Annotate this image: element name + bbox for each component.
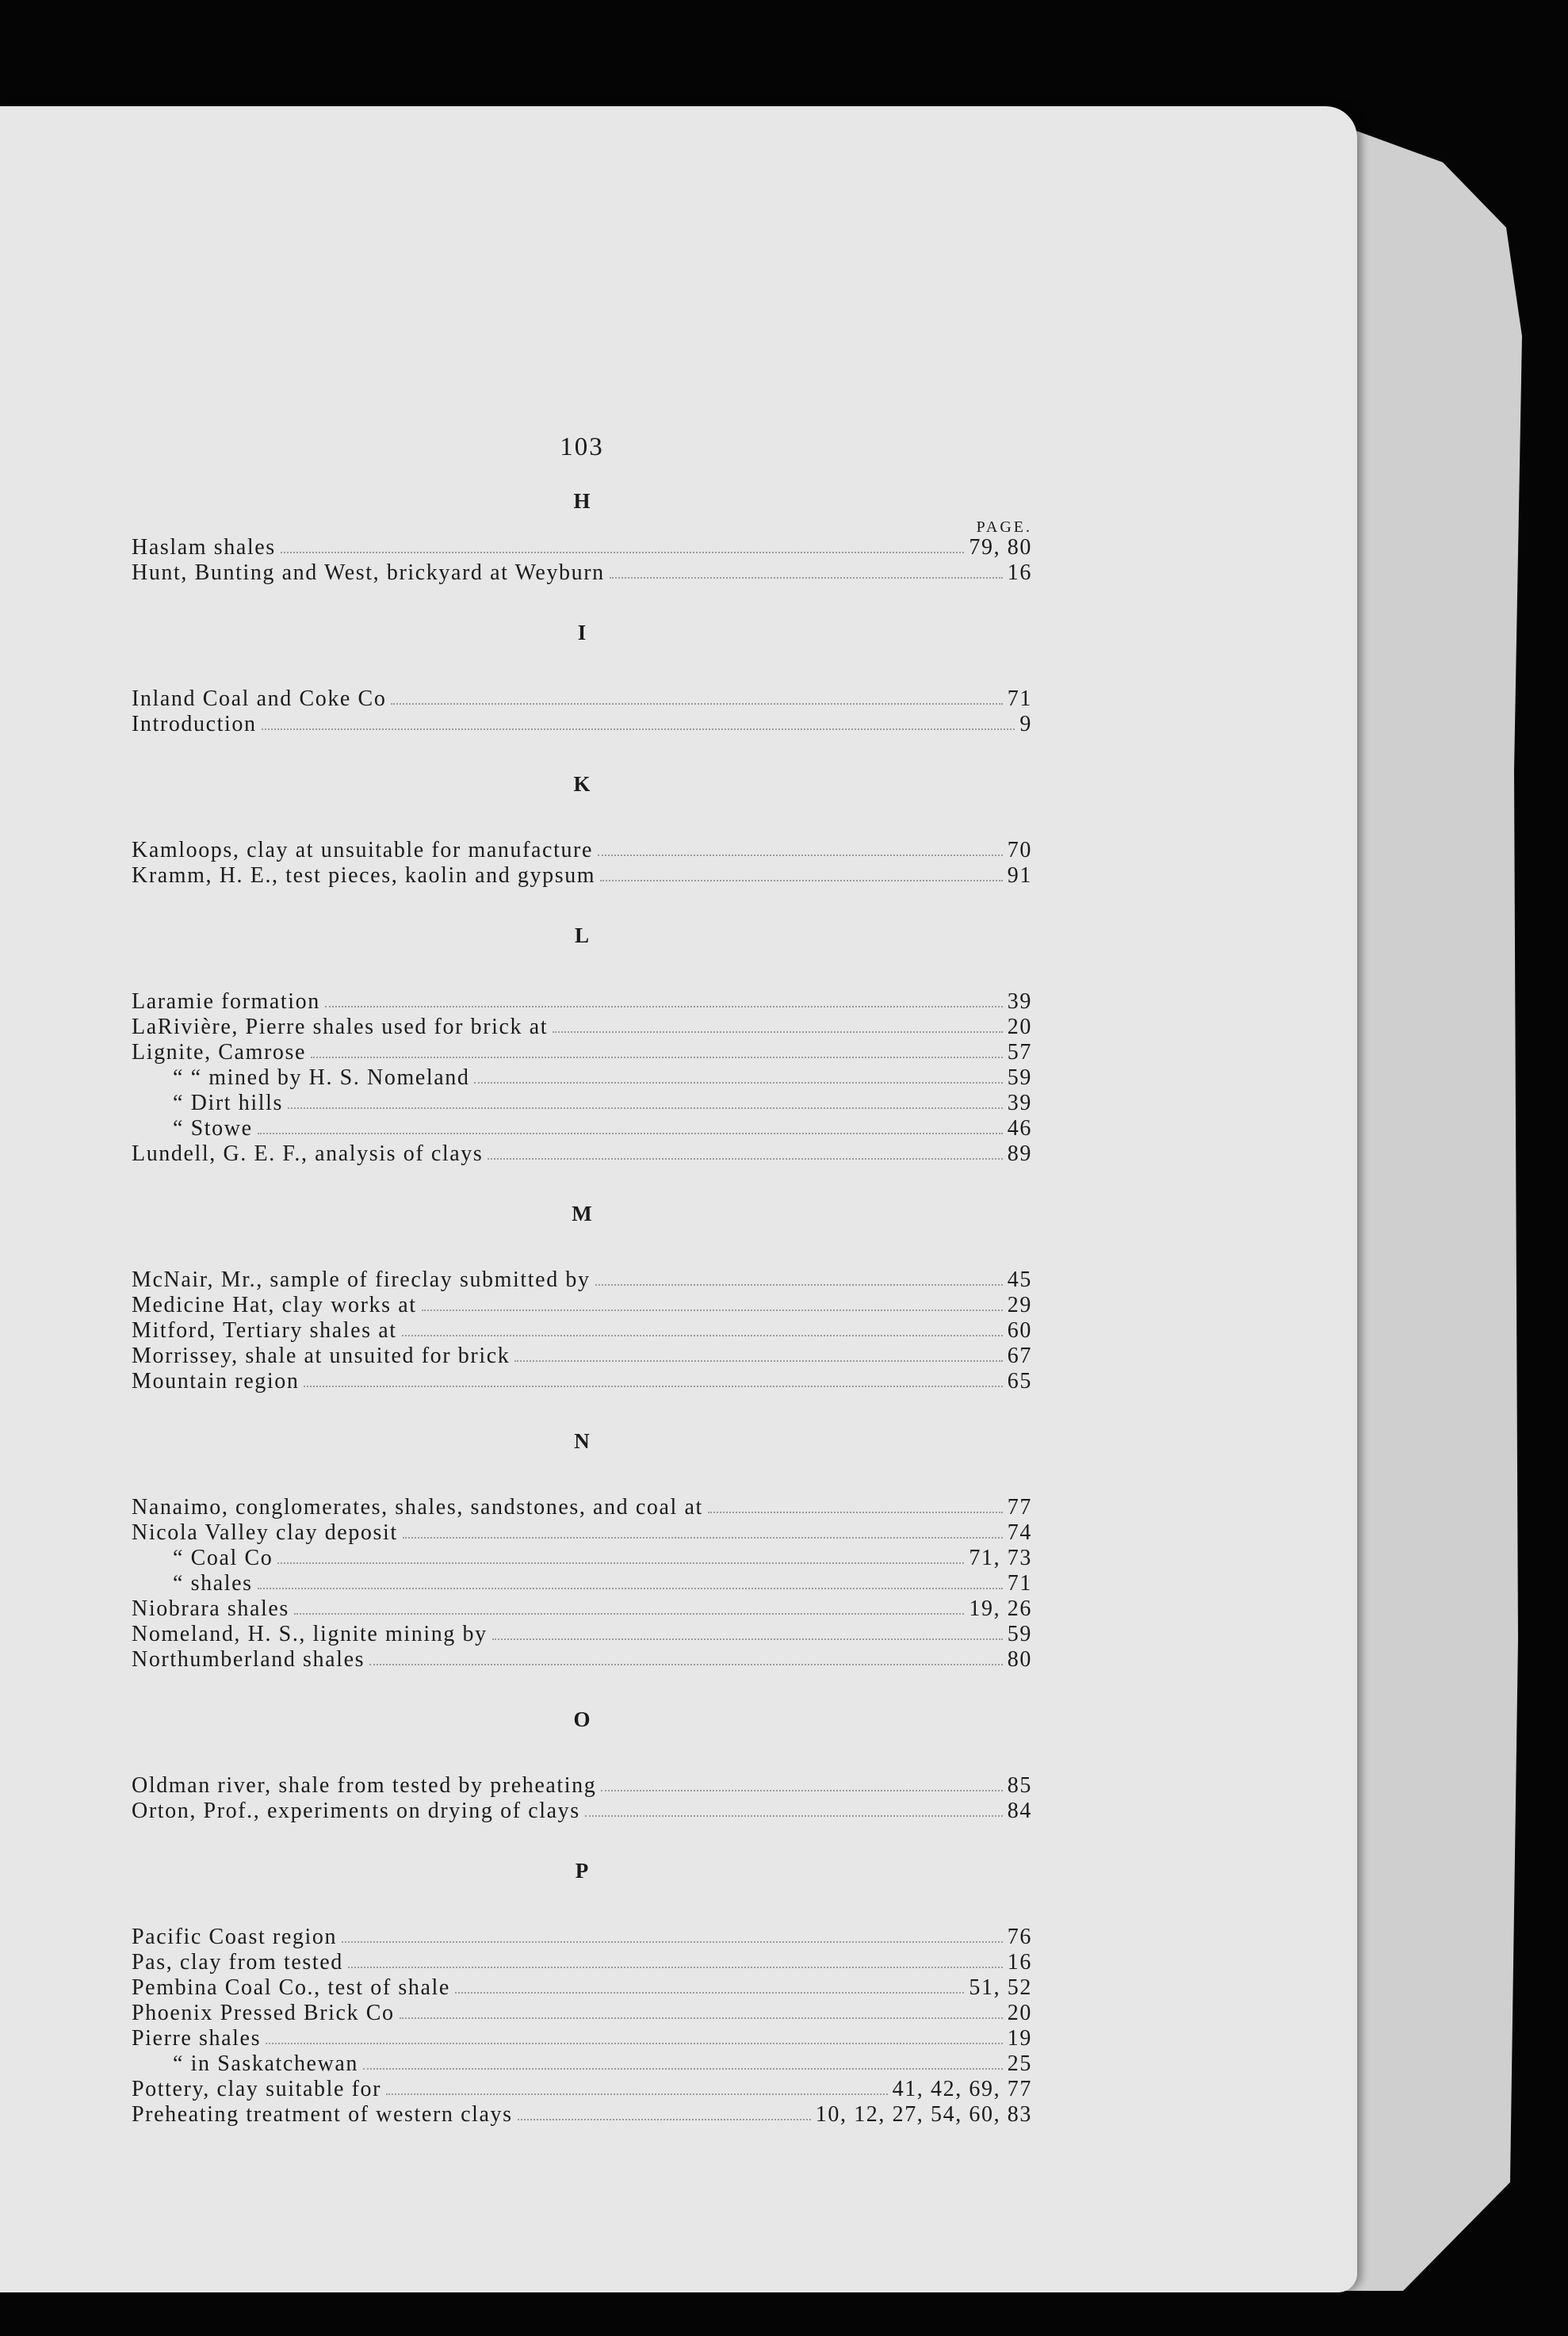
entry-pages: 84 bbox=[1007, 1799, 1032, 1823]
entry-pages: 70 bbox=[1007, 838, 1032, 862]
entry-pages: 65 bbox=[1007, 1369, 1032, 1394]
section-letter-o: O bbox=[573, 1707, 591, 1731]
entry-pages: 19 bbox=[1007, 2026, 1032, 2051]
index-entry bbox=[132, 535, 1032, 560]
index-entry bbox=[132, 1293, 1032, 1318]
dot-leader bbox=[518, 2119, 811, 2120]
index-entry bbox=[132, 1267, 1032, 1293]
entry-text: Oldman river, shale from tested by preheating bbox=[132, 1773, 597, 1798]
entry-pages: 71, 73 bbox=[969, 1546, 1032, 1570]
index-entry bbox=[132, 1773, 1032, 1799]
dot-leader bbox=[600, 880, 1003, 881]
entry-text: Hunt, Bunting and West, brickyard at Weyburn bbox=[132, 560, 605, 585]
dot-leader bbox=[514, 1360, 1002, 1362]
entry-text: Niobrara shales bbox=[132, 1596, 289, 1621]
entry-pages: 9 bbox=[1019, 712, 1032, 736]
entry-pages: 29 bbox=[1007, 1293, 1032, 1317]
index-entry bbox=[132, 1647, 1032, 1673]
index-entry bbox=[132, 1318, 1032, 1344]
dot-leader bbox=[363, 2068, 1003, 2070]
index-entry bbox=[132, 2026, 1032, 2051]
entry-pages: 20 bbox=[1007, 2001, 1032, 2025]
dot-leader bbox=[281, 552, 965, 553]
dot-leader bbox=[277, 1562, 964, 1564]
entry-text: Preheating treatment of western clays bbox=[132, 2102, 513, 2127]
dot-leader bbox=[258, 1588, 1003, 1589]
section-letter-i: I bbox=[577, 621, 587, 644]
entry-pages: 71 bbox=[1007, 686, 1032, 711]
entry-text: Phoenix Pressed Brick Co bbox=[132, 2001, 395, 2025]
section-letter-m: M bbox=[572, 1202, 592, 1225]
entry-text: “ Dirt hills bbox=[173, 1091, 283, 1115]
entry-pages: 80 bbox=[1007, 1647, 1032, 1672]
dot-leader bbox=[258, 1133, 1003, 1134]
index-sections bbox=[132, 489, 1032, 2128]
index-entry bbox=[132, 2077, 1032, 2102]
entry-pages: 51, 52 bbox=[969, 1975, 1032, 2000]
index-entry bbox=[132, 1495, 1032, 1520]
entry-text: LaRivière, Pierre shales used for brick at bbox=[132, 1015, 549, 1039]
entry-text: “ in Saskatchewan bbox=[173, 2051, 359, 2076]
entry-text: Northumberland shales bbox=[132, 1647, 365, 1672]
dot-leader bbox=[610, 577, 1003, 579]
section-letter-p: P bbox=[575, 1859, 589, 1883]
dot-leader bbox=[386, 2093, 888, 2095]
dot-leader bbox=[422, 1309, 1003, 1311]
entry-text: Nomeland, H. S., lignite mining by bbox=[132, 1622, 488, 1646]
entry-text: Lundell, G. E. F., analysis of clays bbox=[132, 1141, 484, 1166]
index-entry bbox=[132, 1141, 1032, 1167]
dot-leader bbox=[342, 1941, 1003, 1943]
entry-pages: 20 bbox=[1007, 1015, 1032, 1039]
index-entry bbox=[132, 560, 1032, 586]
entry-pages: 77 bbox=[1007, 1495, 1032, 1520]
index-entry bbox=[132, 1369, 1032, 1394]
index-entry bbox=[132, 1520, 1032, 1546]
dot-leader bbox=[402, 1335, 1003, 1336]
entry-text: Morrissey, shale at unsuited for brick bbox=[132, 1344, 511, 1368]
entry-text: Kramm, H. E., test pieces, kaolin and gypsum bbox=[132, 863, 596, 888]
index-entry bbox=[132, 1596, 1032, 1622]
entry-pages: 91 bbox=[1007, 863, 1032, 888]
entry-text: Inland Coal and Coke Co bbox=[132, 686, 387, 711]
entry-pages: 19, 26 bbox=[969, 1596, 1032, 1621]
entry-text: Pottery, clay suitable for bbox=[132, 2077, 382, 2101]
entry-pages: 10, 12, 27, 54, 60, 83 bbox=[815, 2102, 1032, 2127]
entry-pages: 79, 80 bbox=[969, 535, 1032, 560]
index-entry bbox=[132, 838, 1032, 863]
entry-text: Pas, clay from tested bbox=[132, 1950, 343, 1975]
entry-text: Nanaimo, conglomerates, shales, sandstones, and coal at bbox=[132, 1495, 703, 1520]
entry-pages: 59 bbox=[1007, 1622, 1032, 1646]
index-entry bbox=[132, 1040, 1032, 1065]
entry-pages: 25 bbox=[1007, 2051, 1032, 2076]
entry-pages: 45 bbox=[1007, 1267, 1032, 1292]
dot-leader bbox=[400, 2017, 1003, 2019]
page-column-label: PAGE. bbox=[976, 518, 1032, 536]
entry-text: “ Stowe bbox=[173, 1116, 253, 1141]
dot-leader bbox=[708, 1512, 1003, 1513]
dot-leader bbox=[553, 1031, 1003, 1033]
dot-leader bbox=[325, 1006, 1003, 1007]
index-entry bbox=[132, 1065, 1032, 1091]
entry-pages: 60 bbox=[1007, 1318, 1032, 1343]
entry-pages: 16 bbox=[1007, 1950, 1032, 1975]
entry-pages: 76 bbox=[1007, 1925, 1032, 1949]
entry-pages: 16 bbox=[1007, 560, 1032, 585]
index-entry bbox=[132, 1799, 1032, 1824]
entry-text: “ Coal Co bbox=[173, 1546, 273, 1570]
entry-pages: 57 bbox=[1007, 1040, 1032, 1065]
index-entry bbox=[132, 712, 1032, 737]
entry-pages: 59 bbox=[1007, 1065, 1032, 1090]
section-letter-l: L bbox=[574, 923, 589, 947]
entry-text: “ shales bbox=[173, 1571, 253, 1596]
dot-leader bbox=[474, 1082, 1002, 1084]
index-entry bbox=[132, 1950, 1032, 1975]
dot-leader bbox=[488, 1158, 1002, 1160]
entry-pages: 85 bbox=[1007, 1773, 1032, 1798]
entry-text: Laramie formation bbox=[132, 989, 320, 1014]
index-entry bbox=[132, 2001, 1032, 2026]
section-letter-n: N bbox=[574, 1429, 590, 1453]
book-page bbox=[0, 106, 1357, 2292]
entry-text: Mitford, Tertiary shales at bbox=[132, 1318, 397, 1343]
entry-pages: 39 bbox=[1007, 1091, 1032, 1115]
dot-leader bbox=[311, 1057, 1003, 1058]
entry-pages: 89 bbox=[1007, 1141, 1032, 1166]
entry-pages: 41, 42, 69, 77 bbox=[892, 2077, 1032, 2101]
entry-text: Pacific Coast region bbox=[132, 1925, 338, 1949]
index-entry bbox=[132, 2051, 1032, 2077]
dot-leader bbox=[348, 1967, 1003, 1968]
entry-text: Pierre shales bbox=[132, 2026, 262, 2051]
dot-leader bbox=[403, 1537, 1003, 1539]
dot-leader bbox=[492, 1638, 1003, 1640]
dot-leader bbox=[455, 1992, 965, 1994]
dot-leader bbox=[601, 1790, 1002, 1791]
dot-leader bbox=[598, 854, 1003, 856]
section-letter-k: K bbox=[573, 772, 591, 796]
entry-pages: 71 bbox=[1007, 1571, 1032, 1596]
entry-pages: 39 bbox=[1007, 989, 1032, 1014]
index-entry bbox=[132, 863, 1032, 889]
index-entry bbox=[132, 1116, 1032, 1141]
dot-leader bbox=[294, 1613, 964, 1615]
dot-leader bbox=[369, 1664, 1003, 1665]
index-entry bbox=[132, 1925, 1032, 1950]
dot-leader bbox=[304, 1386, 1002, 1387]
index-content bbox=[132, 433, 1032, 2128]
dot-leader bbox=[262, 728, 1015, 730]
dot-leader bbox=[391, 703, 1002, 705]
entry-text: Lignite, Camrose bbox=[132, 1040, 307, 1065]
entry-text: Pembina Coal Co., test of shale bbox=[132, 1975, 450, 2000]
entry-text: Mountain region bbox=[132, 1369, 300, 1394]
page-number: 103 bbox=[560, 433, 604, 461]
index-entry bbox=[132, 1344, 1032, 1369]
section-letter-h: H bbox=[573, 489, 591, 513]
entry-text: “ “ mined by H. S. Nomeland bbox=[173, 1065, 470, 1090]
entry-text: Orton, Prof., experiments on drying of clays bbox=[132, 1799, 580, 1823]
entry-pages: 67 bbox=[1007, 1344, 1032, 1368]
dot-leader bbox=[595, 1284, 1003, 1286]
dot-leader bbox=[288, 1107, 1003, 1109]
index-entry bbox=[132, 686, 1032, 712]
index-entry bbox=[132, 989, 1032, 1015]
entry-text: Introduction bbox=[132, 712, 257, 736]
dot-leader bbox=[266, 2043, 1003, 2044]
index-entry bbox=[132, 1622, 1032, 1647]
index-entry bbox=[132, 1975, 1032, 2001]
index-entry bbox=[132, 1015, 1032, 1040]
entry-text: Kamloops, clay at unsuitable for manufacture bbox=[132, 838, 594, 862]
entry-pages: 74 bbox=[1007, 1520, 1032, 1545]
index-entry bbox=[132, 2102, 1032, 2128]
entry-text: Nicola Valley clay deposit bbox=[132, 1520, 398, 1545]
entry-text: McNair, Mr., sample of fireclay submitted by bbox=[132, 1267, 591, 1292]
dot-leader bbox=[585, 1815, 1003, 1817]
index-entry bbox=[132, 1571, 1032, 1596]
entry-pages: 46 bbox=[1007, 1116, 1032, 1141]
entry-text: Haslam shales bbox=[132, 535, 276, 560]
entry-text: Medicine Hat, clay works at bbox=[132, 1293, 417, 1317]
index-entry bbox=[132, 1546, 1032, 1571]
index-entry bbox=[132, 1091, 1032, 1116]
